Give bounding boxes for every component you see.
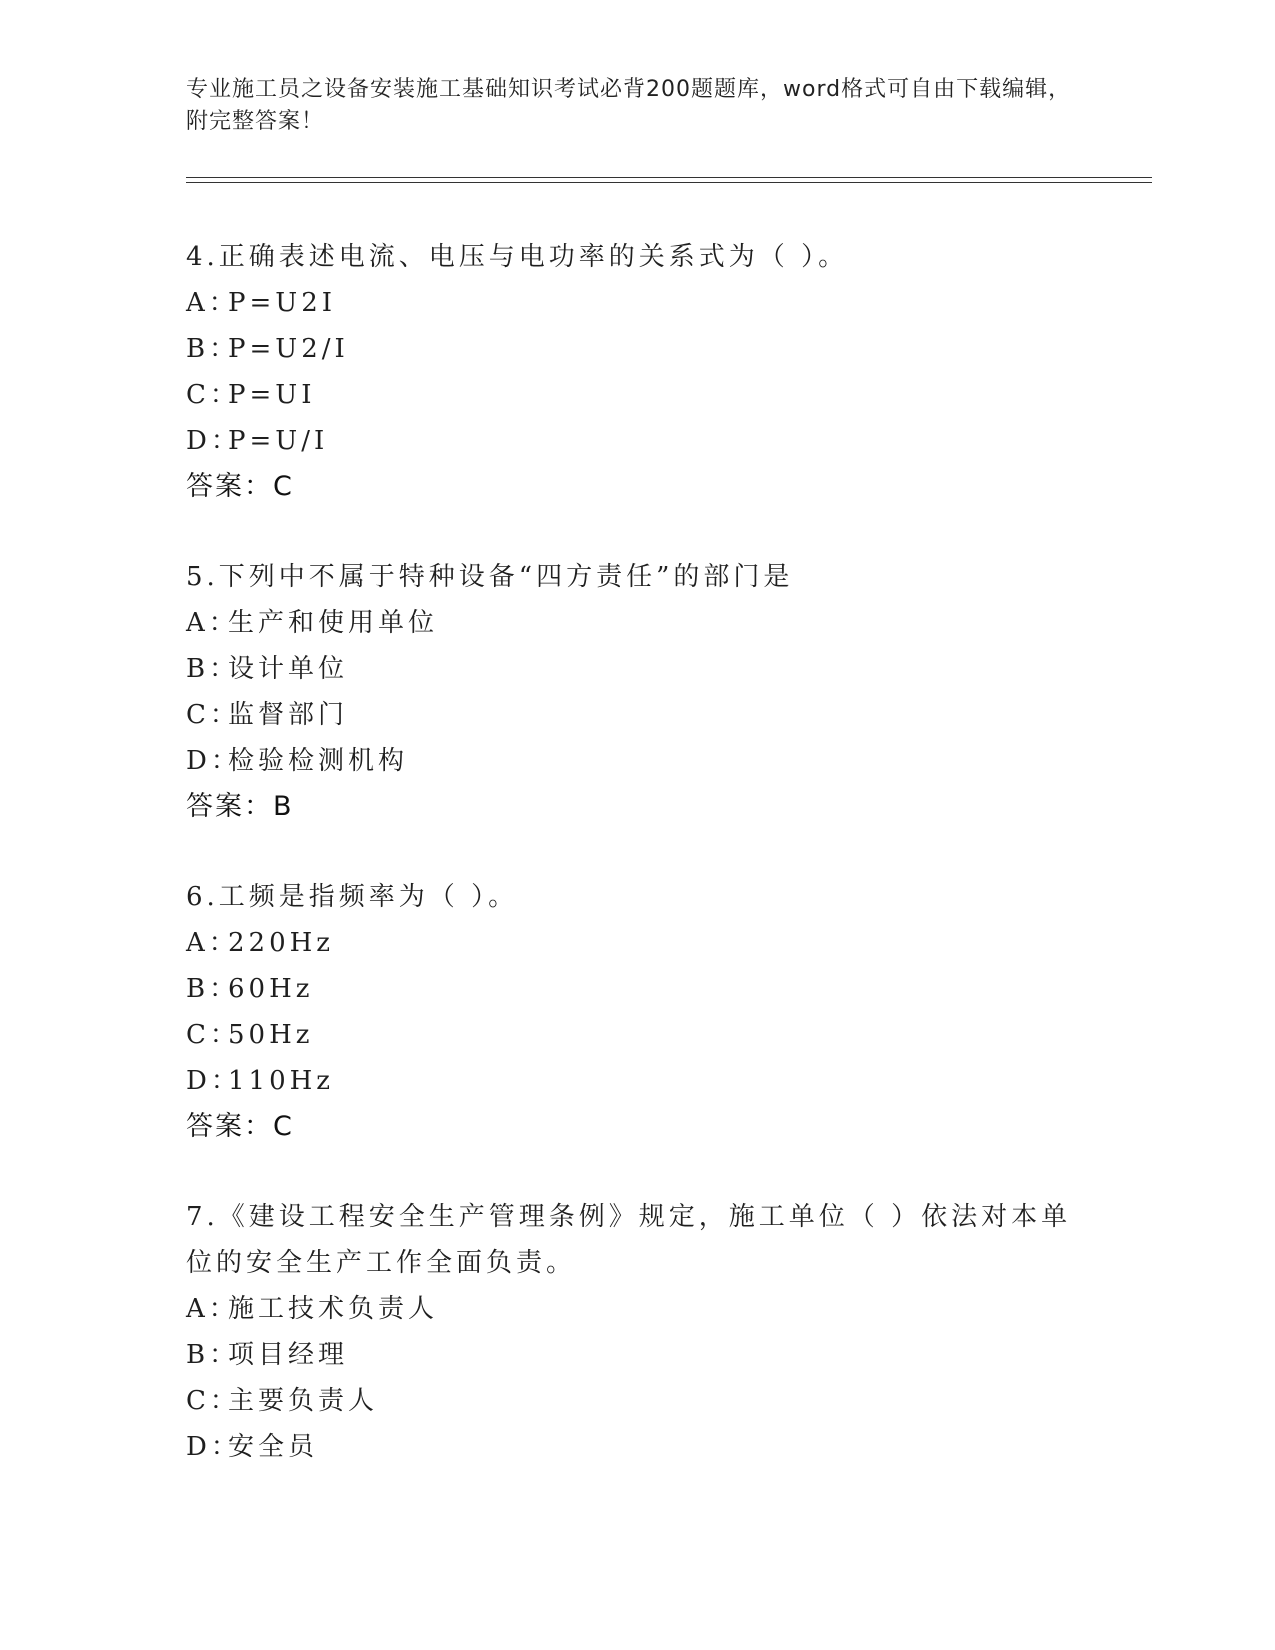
option-text: 220Hz (228, 928, 334, 958)
option-text: 检验检测机构 (228, 746, 409, 776)
option-letter: C： (186, 1020, 240, 1050)
option-d (186, 738, 1086, 784)
question-5 (186, 554, 1086, 830)
option-a (186, 1286, 1086, 1332)
question-stem: 4.正确表述电流、电压与电功率的关系式为（ ）。 (186, 242, 849, 272)
option-b (186, 646, 1086, 692)
option-c (186, 692, 1086, 738)
option-letter: D： (186, 1066, 241, 1096)
option-letter: B： (186, 1340, 240, 1370)
option-text: 项目经理 (228, 1340, 349, 1370)
option-a (186, 920, 1086, 966)
answer-line: 答案：C (186, 1111, 294, 1142)
option-letter: B： (186, 974, 240, 1004)
option-c (186, 1012, 1086, 1058)
option-text: 安全员 (228, 1432, 319, 1462)
option-text: 110Hz (228, 1066, 334, 1096)
option-letter: B： (186, 334, 240, 364)
option-letter: C： (186, 700, 240, 730)
option-letter: D： (186, 426, 241, 456)
question-stem: 5.下列中不属于特种设备“四方责任”的部门是 (186, 562, 794, 592)
option-a (186, 280, 1086, 326)
document-header: 专业施工员之设备安装施工基础知识考试必背200题题库，word格式可自由下载编辑，附完整答案！ (186, 77, 1072, 134)
option-text: 设计单位 (228, 654, 349, 684)
option-text: P=U/I (228, 426, 329, 456)
option-a (186, 600, 1086, 646)
option-letter: A： (186, 928, 239, 958)
option-text: 生产和使用单位 (228, 608, 439, 638)
question-4 (186, 234, 1086, 510)
option-text: 50Hz (228, 1020, 314, 1050)
option-text: P=U2I (228, 288, 337, 318)
question-6 (186, 874, 1086, 1150)
option-letter: C： (186, 380, 240, 410)
option-letter: A： (186, 1294, 239, 1324)
option-letter: A： (186, 288, 239, 318)
option-letter: C： (186, 1386, 240, 1416)
question-7 (186, 1194, 1086, 1470)
option-letter: B： (186, 654, 240, 684)
option-letter: A： (186, 608, 239, 638)
option-c (186, 1378, 1086, 1424)
option-text: P=U2/I (228, 334, 349, 364)
option-text: 60Hz (228, 974, 314, 1004)
question-stem: 6.工频是指频率为（ ）。 (186, 882, 519, 912)
option-letter: D： (186, 746, 241, 776)
option-text: P=UI (228, 380, 316, 410)
option-d (186, 1058, 1086, 1104)
option-text: 施工技术负责人 (228, 1294, 439, 1324)
question-stem: 7.《建设工程安全生产管理条例》规定，施工单位（ ）依法对本单位的安全生产工作全面负责。 (186, 1202, 1072, 1278)
option-c (186, 372, 1086, 418)
option-letter: D： (186, 1432, 241, 1462)
option-d (186, 1424, 1086, 1470)
answer-line: 答案：C (186, 471, 294, 502)
option-b (186, 1332, 1086, 1378)
option-d (186, 418, 1086, 464)
answer-line: 答案：B (186, 791, 294, 822)
option-text: 主要负责人 (228, 1386, 379, 1416)
header-divider-bottom (186, 182, 1152, 183)
option-b (186, 326, 1086, 372)
option-b (186, 966, 1086, 1012)
option-text: 监督部门 (228, 700, 349, 730)
header-divider-top (186, 177, 1152, 178)
